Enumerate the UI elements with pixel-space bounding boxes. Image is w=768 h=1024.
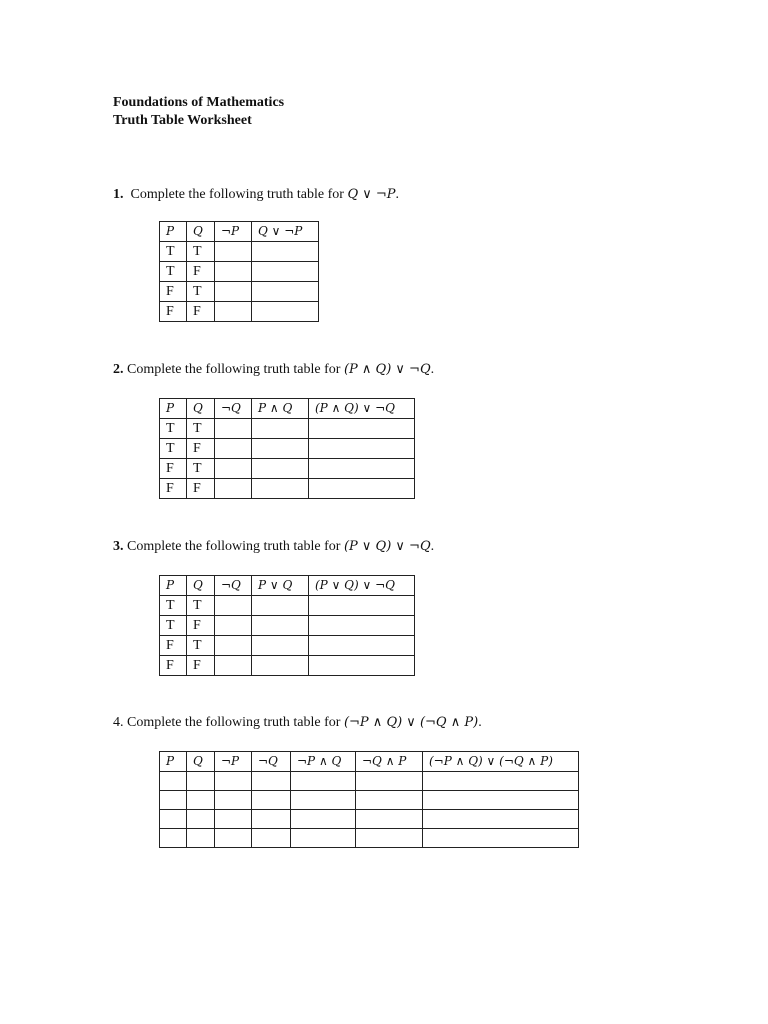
answer-cell[interactable] (309, 616, 415, 636)
value-cell: T (160, 242, 187, 262)
answer-cell[interactable] (252, 459, 309, 479)
answer-cell[interactable] (215, 656, 252, 676)
answer-cell[interactable] (356, 791, 423, 810)
column-header: (¬P ∧ Q) ∨ (¬Q ∧ P) (423, 752, 579, 772)
answer-cell[interactable] (423, 810, 579, 829)
value-cell: F (160, 459, 187, 479)
answer-cell[interactable] (356, 829, 423, 848)
answer-cell[interactable] (215, 282, 252, 302)
answer-cell[interactable] (187, 791, 215, 810)
answer-cell[interactable] (309, 596, 415, 616)
question-period: . (395, 187, 400, 202)
answer-cell[interactable] (215, 479, 252, 499)
column-header: P (160, 222, 187, 242)
truth-table-1 (159, 221, 319, 322)
answer-cell[interactable] (252, 616, 309, 636)
truth-table-4 (159, 751, 579, 848)
answer-cell[interactable] (423, 772, 579, 791)
value-cell: T (187, 419, 215, 439)
value-cell: F (187, 479, 215, 499)
value-cell: F (187, 262, 215, 282)
column-header: Q (187, 399, 215, 419)
answer-cell[interactable] (215, 419, 252, 439)
value-cell: T (160, 439, 187, 459)
answer-cell[interactable] (309, 419, 415, 439)
answer-cell[interactable] (215, 616, 252, 636)
answer-cell[interactable] (291, 791, 356, 810)
value-cell: T (187, 459, 215, 479)
table-row (160, 439, 415, 459)
answer-cell[interactable] (215, 810, 252, 829)
answer-cell[interactable] (160, 829, 187, 848)
question-prompt: Complete the following truth table for (130, 187, 344, 202)
question-number: 1. (113, 187, 124, 202)
column-header: P ∧ Q (252, 399, 309, 419)
table-row (160, 636, 415, 656)
table-header-row (160, 222, 319, 242)
value-cell: F (160, 479, 187, 499)
value-cell: F (160, 636, 187, 656)
question-1 (113, 186, 399, 204)
table-row (160, 262, 319, 282)
answer-cell[interactable] (252, 791, 291, 810)
column-header: P (160, 752, 187, 772)
column-header: P (160, 576, 187, 596)
column-header: Q (187, 576, 215, 596)
question-formula: (P ∨ Q) ∨ ¬Q (343, 539, 431, 554)
answer-cell[interactable] (187, 829, 215, 848)
answer-cell[interactable] (252, 262, 319, 282)
question-period: . (430, 539, 435, 554)
course-title: Foundations of Mathematics (113, 95, 285, 110)
answer-cell[interactable] (309, 459, 415, 479)
table-header-row (160, 399, 415, 419)
answer-cell[interactable] (215, 791, 252, 810)
table-header-row (160, 752, 579, 772)
answer-cell[interactable] (252, 829, 291, 848)
question-number: 3. (113, 539, 124, 554)
table-row (160, 596, 415, 616)
answer-cell[interactable] (423, 791, 579, 810)
column-header: ¬P ∧ Q (291, 752, 356, 772)
answer-cell[interactable] (215, 772, 252, 791)
question-2 (113, 361, 434, 379)
column-header: ¬P (215, 752, 252, 772)
table-row (160, 772, 579, 791)
answer-cell[interactable] (215, 439, 252, 459)
question-3 (113, 538, 434, 556)
question-formula: Q ∨ ¬P (347, 187, 396, 202)
value-cell: T (187, 242, 215, 262)
answer-cell[interactable] (215, 459, 252, 479)
value-cell: T (187, 636, 215, 656)
table-row (160, 282, 319, 302)
answer-cell[interactable] (252, 242, 319, 262)
answer-cell[interactable] (356, 772, 423, 791)
value-cell: F (160, 656, 187, 676)
answer-cell[interactable] (423, 829, 579, 848)
truth-table-3 (159, 575, 415, 676)
question-period: . (430, 362, 435, 377)
answer-cell[interactable] (252, 419, 309, 439)
column-header: Q (187, 222, 215, 242)
answer-cell[interactable] (291, 810, 356, 829)
answer-cell[interactable] (215, 596, 252, 616)
value-cell: T (160, 419, 187, 439)
value-cell: F (187, 439, 215, 459)
answer-cell[interactable] (215, 829, 252, 848)
table-row (160, 302, 319, 322)
question-number: 4. (113, 715, 124, 730)
value-cell: T (187, 282, 215, 302)
answer-cell[interactable] (252, 439, 309, 459)
column-header: (P ∨ Q) ∨ ¬Q (309, 576, 415, 596)
answer-cell[interactable] (160, 810, 187, 829)
answer-cell[interactable] (252, 656, 309, 676)
column-header: ¬P (215, 222, 252, 242)
answer-cell[interactable] (252, 596, 309, 616)
answer-cell[interactable] (215, 242, 252, 262)
column-header: (P ∧ Q) ∨ ¬Q (309, 399, 415, 419)
table-row (160, 616, 415, 636)
question-formula: (P ∧ Q) ∨ ¬Q (343, 362, 431, 377)
question-period: . (478, 715, 482, 730)
question-4 (113, 714, 482, 732)
value-cell: F (187, 656, 215, 676)
column-header: ¬Q (215, 399, 252, 419)
table-row (160, 242, 319, 262)
column-header: P (160, 399, 187, 419)
answer-cell[interactable] (252, 282, 319, 302)
column-header: Q (187, 752, 215, 772)
answer-cell[interactable] (309, 479, 415, 499)
answer-cell[interactable] (291, 772, 356, 791)
column-header: ¬Q ∧ P (356, 752, 423, 772)
value-cell: F (187, 616, 215, 636)
question-prompt: Complete the following truth table for (127, 715, 341, 730)
answer-cell[interactable] (252, 772, 291, 791)
table-row (160, 791, 579, 810)
question-prompt: Complete the following truth table for (127, 362, 341, 377)
answer-cell[interactable] (356, 810, 423, 829)
value-cell: T (160, 616, 187, 636)
answer-cell[interactable] (309, 636, 415, 656)
answer-cell[interactable] (252, 636, 309, 656)
answer-cell[interactable] (252, 479, 309, 499)
table-row (160, 479, 415, 499)
value-cell: T (160, 262, 187, 282)
question-number: 2. (113, 362, 124, 377)
table-row (160, 810, 579, 829)
column-header: P ∨ Q (252, 576, 309, 596)
answer-cell[interactable] (252, 810, 291, 829)
value-cell: F (160, 302, 187, 322)
column-header: ¬Q (215, 576, 252, 596)
worksheet-title: Truth Table Worksheet (113, 113, 252, 128)
answer-cell[interactable] (215, 302, 252, 322)
answer-cell[interactable] (215, 262, 252, 282)
answer-cell[interactable] (187, 772, 215, 791)
answer-cell[interactable] (215, 636, 252, 656)
table-row (160, 656, 415, 676)
value-cell: T (187, 596, 215, 616)
column-header: ¬Q (252, 752, 291, 772)
value-cell: F (160, 282, 187, 302)
answer-cell[interactable] (291, 829, 356, 848)
table-row (160, 459, 415, 479)
answer-cell[interactable] (160, 791, 187, 810)
value-cell: F (187, 302, 215, 322)
answer-cell[interactable] (309, 656, 415, 676)
truth-table-2 (159, 398, 415, 499)
answer-cell[interactable] (160, 772, 187, 791)
table-row (160, 829, 579, 848)
answer-cell[interactable] (187, 810, 215, 829)
answer-cell[interactable] (252, 302, 319, 322)
column-header: Q ∨ ¬P (252, 222, 319, 242)
question-prompt: Complete the following truth table for (127, 539, 341, 554)
value-cell: T (160, 596, 187, 616)
table-row (160, 419, 415, 439)
answer-cell[interactable] (309, 439, 415, 459)
table-header-row (160, 576, 415, 596)
question-formula: (¬P ∧ Q) ∨ (¬Q ∧ P) (343, 715, 479, 730)
